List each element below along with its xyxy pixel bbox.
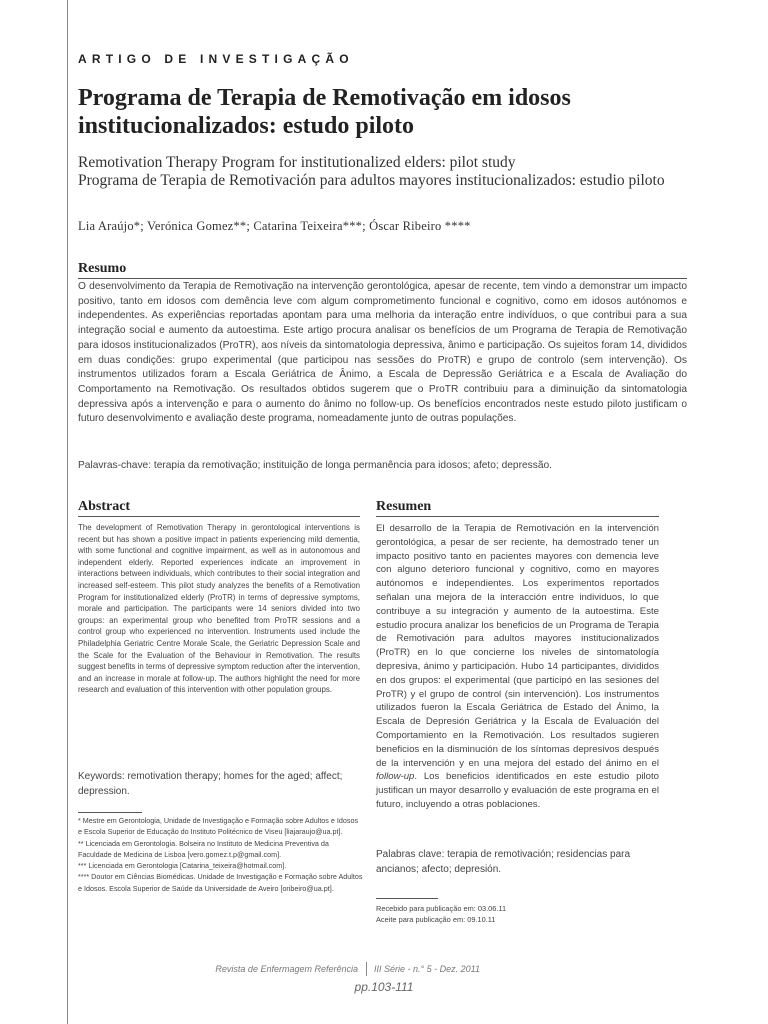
footer-issue: III Série - n.° 5 - Dez. 2011 — [374, 964, 480, 974]
section-label: ARTIGO DE INVESTIGAÇÃO — [78, 52, 354, 66]
accepted-date: Aceite para publicação em: 09.10.11 — [376, 915, 496, 925]
footnote-4: **** Doutor em Ciências Biomédicas. Unidade de Investigação e Formação sobre Adultos e Idosos. Escola Superior de Saúde da Universidade de Aveiro [oribeiro@ua.pt]. — [78, 872, 363, 893]
footnote-1: * Mestre em Gerontologia, Unidade de Investigação e Formação sobre Adultos e Idosos e Escola Superior de Educação do Instituto Politécnico de Viseu [liajaraujo@ua.pt]. — [78, 816, 359, 837]
resumen-rule — [376, 516, 659, 517]
resumen-body — [376, 522, 659, 812]
footnote-2: ** Licenciada em Gerontologia. Bolseira no Instituto de Medicina Preventiva da Faculdade de Medicina de Lisboa [vero.gomez.t.p@gmail.com]. — [78, 838, 329, 859]
resumen-body-part-2: . Los beneficios identificados en este estudio piloto justifican un mayor desarrollo y evaluación de este programa en el futuro, incluyendo a otras poblaciones. — [376, 771, 659, 810]
resumo-body: O desenvolvimento da Terapia de Remotivação na intervenção gerontológica, apesar de recente, tem vindo a demonstrar um impacto positivo, tanto em idosos com demência leve com algum comprometimento funcional e cognitivo, como em idosos autónomos e independentes. As experiências reportadas apontam para uma melhoria da interação entre indivíduos, o que contribui para a sua integração social e aumento da autoestima. Este artigo procura analisar os benefícios de um Programa de Terapia de Remotivação para idosos institucionalizados (ProTR), aos níveis da sintomatologia depressiva, ânimo e participação. Os sujeitos foram 14, divididos em duas condições: grupo experimental (que participou nas sessões do ProTR) e grupo de controlo (sem intervenção). Os instrumentos utilizados foram a Escala Geriátrica de Ânimo, a Escala de Depressão Geriátrica e a Escala de Avaliação do Comportamento na Remotivação. Os resultados obtidos sugerem que o ProTR contribuiu para a diminuição da sintomatologia depressiva após a intervenção e para o aumento do ânimo no follow-up. Os benefícios encontrados neste estudo piloto justificam o futuro desenvolvimento e avaliação deste programa, nomeadamente junto de outras populações. — [78, 281, 687, 425]
footer-separator — [366, 962, 367, 976]
abstract-rule — [78, 516, 360, 517]
margin-rule — [67, 0, 68, 1024]
received-date: Recebido para publicação em: 03.06.11 — [376, 904, 507, 913]
footer-journal: Revista de Enfermagem Referência — [215, 964, 358, 974]
abstract-keywords: Keywords: remotivation therapy; homes for the aged; affect; depression. — [78, 771, 343, 797]
resumo-rule — [78, 278, 687, 279]
subtitles — [78, 154, 698, 190]
footnotes — [78, 815, 363, 894]
resumo-heading: Resumo — [78, 261, 127, 276]
resumen-body-part-1: El desarrollo de la Terapia de Remotivación en la intervención gerontológica, a pesar de ser reciente, ha demostrado tener un impacto positivo tanto en pacientes mayores con demencia leve con alguno deterioro funcional y cognitivo, como en mayores autónomos e independientes. Los experimentos reportados señalan una mejora de la interacción entre individuos, lo que contribuye a su integración y aumento de la autoestima. Este estudio procura analizar los beneficios de un Programa de Terapia de Remotivación para adultos mayores institucionalizados (ProTR) en lo que concierne los niveles de sintomatología depresiva, ánimo y participación. Hubo 14 participantes, divididos en dos grupos: el experimental (que participó en las sesiones del ProTR) y el grupo de control (sin intervención). Los instrumentos utilizados fueron la Escala Geriátrica de Estado del Ánimo, la Escala de Depresión Geriátrica y la Escala de Evaluación del Comportamiento en la Remotivación. Los resultados sugieren beneficios en la disminución de los síntomas depresivos después de la intervención y en una mejora del estado del ánimo en el — [376, 523, 659, 769]
authors: Lia Araújo*; Verónica Gomez**; Catarina Teixeira***; Óscar Ribeiro **** — [78, 219, 471, 233]
subtitle-spanish: Programa de Terapia de Remotivación para adultos mayores institucionalizados: estudio piloto — [78, 172, 665, 189]
resumo-keywords: Palavras-chave: terapia da remotivação; instituição de longa permanência para idosos; afeto; depressão. — [78, 460, 552, 471]
abstract-body: The development of Remotivation Therapy in gerontological interventions is recent but has shown a positive impact in patients experiencing mild dementia, with some functional and cognitive impairment, as well as in autonomous and independent elderly. Reported experiences indicate an improvement in interactions between individuals, which contributes to their social integration and increased self-esteem. This pilot study analyzes the benefits of a Remotivation Program for institutionalized elderly (ProTR) in terms of depressive symptoms, morale and participation. The participants were 14 seniors divided into two groups: an experimental group who benefited from ProTR sessions and a control group who experienced no intervention. Instruments used include the Philadelphia Geriatric Centre Morale Scale, the Geriatric Depression Scale and the Scale for the Evaluation of the Behaviour in Remotivation. The results suggest benefits in terms of depressive symptom reduction after the intervention, and an increase in morale at follow-up. The authors highlight the need for more research and evaluation of this intervention with other population groups. — [78, 523, 361, 695]
resumen-keywords: Palabras clave: terapia de remotivación; residencias para ancianos; afecto; depresión. — [376, 849, 631, 875]
footnote-rule — [78, 812, 142, 813]
article-title: Programa de Terapia de Remotivação em idosos institucionalizados: estudo piloto — [78, 85, 571, 139]
resumen-body-italic: follow-up — [376, 771, 415, 783]
abstract-heading: Abstract — [78, 499, 131, 514]
subtitle-english: Remotivation Therapy Program for institutionalized elders: pilot study — [78, 154, 516, 171]
page-range: pp.103-111 — [354, 980, 414, 994]
resumen-heading: Resumen — [376, 499, 432, 514]
dates-rule — [376, 898, 438, 899]
footnote-3: *** Licenciada em Gerontologia [Catarina_teixeira@hotmail.com]. — [78, 861, 287, 871]
publication-dates — [376, 903, 666, 926]
